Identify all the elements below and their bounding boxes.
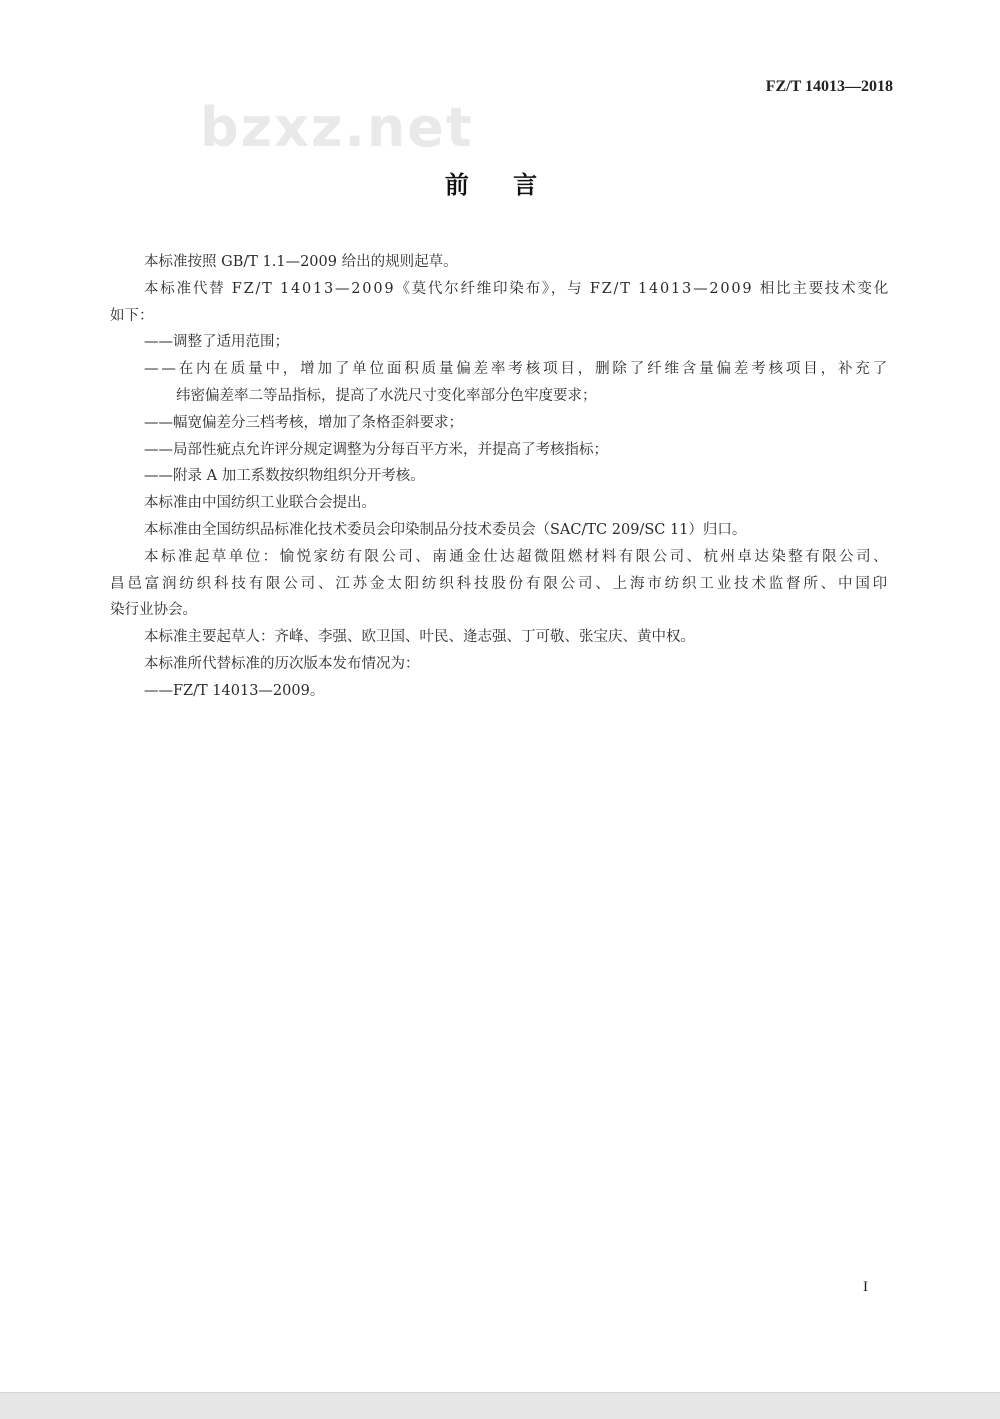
text-line: 昌邑富润纺织科技有限公司、江苏金太阳纺织科技股份有限公司、上海市纺织工业技术监督所、中国印: [110, 575, 890, 592]
text-line: ——调整了适用范围；: [144, 334, 289, 351]
text-line: 本标准由全国纺织品标准化技术委员会印染制品分技术委员会（SAC/TC 209/SC 11）归口。: [144, 522, 747, 538]
viewer-bottom-bar: [0, 1392, 1000, 1419]
text-line: 染行业协会。: [110, 602, 197, 619]
text-line: 本标准代替 FZ/T 14013—2009《莫代尔纤维印染布》，与 FZ/T 14013—2009 相比主要技术变化: [144, 280, 890, 297]
text-line: ——在内在质量中，增加了单位面积质量偏差率考核项目，删除了纤维含量偏差考核项目，补充了: [144, 361, 890, 378]
text-line: 本标准起草单位：愉悦家纺有限公司、南通金仕达超微阻燃材料有限公司、杭州卓达染整有限公司、: [144, 548, 890, 565]
text-line: ——局部性疵点允许评分规定调整为分每百平方米，并提高了考核指标；: [144, 441, 608, 458]
text-line: ——幅宽偏差分三档考核，增加了条格歪斜要求；: [144, 414, 463, 431]
watermark: bzxz.net: [200, 96, 474, 159]
text-line: 本标准按照 GB/T 1.1—2009 给出的规则起草。: [144, 254, 458, 270]
text-line: ——附录 A 加工系数按织物组织分开考核。: [144, 468, 425, 485]
text-line: 纬密偏差率二等品指标，提高了水洗尺寸变化率部分色牢度要求；: [176, 388, 597, 404]
text-line: 本标准由中国纺织工业联合会提出。: [144, 495, 376, 512]
text-line: 如下：: [110, 307, 154, 324]
text-line: 本标准所代替标准的历次版本发布情况为：: [144, 656, 420, 672]
text-line: 本标准主要起草人：齐峰、李强、欧卫国、叶民、逄志强、丁可敬、张宝庆、黄中权。: [144, 629, 695, 646]
page-number: I: [863, 1279, 868, 1295]
page-title: 前 言: [444, 170, 556, 199]
standard-code-header: FZ/T 14013—2018: [765, 78, 893, 95]
text-line: ——FZ/T 14013—2009。: [144, 682, 325, 699]
